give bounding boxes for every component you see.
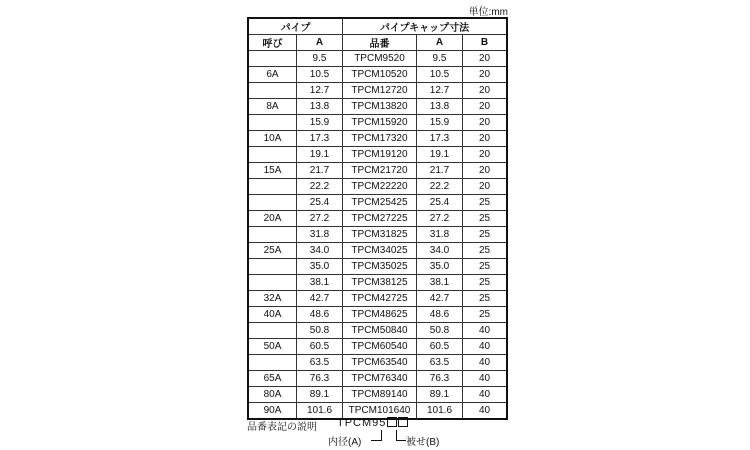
cell-part-number: TPCM63540 <box>343 355 417 371</box>
table-row <box>248 99 507 115</box>
cell-cap-b: 20 <box>463 147 508 163</box>
table-row <box>248 115 507 131</box>
header-cap: パイプキャップ寸法 <box>343 18 508 35</box>
leader-line-b <box>396 430 397 440</box>
cell-nominal <box>248 355 297 371</box>
cell-cap-a: 13.8 <box>417 99 463 115</box>
cell-nominal <box>248 259 297 275</box>
header-cap-a: A <box>417 35 463 51</box>
cell-pipe-a: 60.5 <box>297 339 343 355</box>
legend-title: 品番表記の説明 <box>247 422 317 433</box>
cell-part-number: TPCM12720 <box>343 83 417 99</box>
cell-cap-a: 50.8 <box>417 323 463 339</box>
cell-part-number: TPCM34025 <box>343 243 417 259</box>
cell-cap-a: 12.7 <box>417 83 463 99</box>
cell-pipe-a: 19.1 <box>297 147 343 163</box>
cell-pipe-a: 10.5 <box>297 67 343 83</box>
cell-nominal: 25A <box>248 243 297 259</box>
cell-part-number: TPCM42725 <box>343 291 417 307</box>
cell-nominal: 40A <box>248 307 297 323</box>
header-part: 品番 <box>343 35 417 51</box>
cell-part-number: TPCM17320 <box>343 131 417 147</box>
table-row <box>248 163 507 179</box>
cell-cap-b: 25 <box>463 291 508 307</box>
cell-cap-b: 20 <box>463 51 508 67</box>
pipe-cap-table <box>247 17 508 420</box>
cell-pipe-a: 50.8 <box>297 323 343 339</box>
cell-cap-b: 40 <box>463 323 508 339</box>
table-row <box>248 131 507 147</box>
cell-part-number: TPCM27225 <box>343 211 417 227</box>
cell-pipe-a: 9.5 <box>297 51 343 67</box>
cell-pipe-a: 25.4 <box>297 195 343 211</box>
header-nominal: 呼び <box>248 35 297 51</box>
cell-cap-b: 20 <box>463 99 508 115</box>
table-row <box>248 147 507 163</box>
table-row <box>248 291 507 307</box>
cell-cap-a: 27.2 <box>417 211 463 227</box>
cell-pipe-a: 31.8 <box>297 227 343 243</box>
cell-nominal <box>248 83 297 99</box>
cell-nominal: 80A <box>248 387 297 403</box>
table-row <box>248 179 507 195</box>
table-row <box>248 259 507 275</box>
cell-pipe-a: 63.5 <box>297 355 343 371</box>
cell-pipe-a: 22.2 <box>297 179 343 195</box>
cell-part-number: TPCM76340 <box>343 371 417 387</box>
table-row <box>248 323 507 339</box>
cell-cap-b: 25 <box>463 195 508 211</box>
cell-cap-a: 17.3 <box>417 131 463 147</box>
cell-part-number: TPCM101640 <box>343 403 417 420</box>
legend-cover-label: 被せ(B) <box>406 437 440 448</box>
table-row <box>248 307 507 323</box>
cell-pipe-a: 15.9 <box>297 115 343 131</box>
cell-cap-a: 76.3 <box>417 371 463 387</box>
table-row <box>248 339 507 355</box>
cell-cap-a: 60.5 <box>417 339 463 355</box>
cell-cap-a: 10.5 <box>417 67 463 83</box>
header-pipe: パイプ <box>248 18 343 35</box>
leader-line-b-h <box>396 440 406 441</box>
unit-label: 単位:mm <box>468 7 508 18</box>
cell-part-number: TPCM21720 <box>343 163 417 179</box>
cell-pipe-a: 12.7 <box>297 83 343 99</box>
cell-cap-b: 25 <box>463 275 508 291</box>
cell-nominal <box>248 323 297 339</box>
cell-cap-a: 38.1 <box>417 275 463 291</box>
cell-nominal: 8A <box>248 99 297 115</box>
cell-cap-b: 20 <box>463 115 508 131</box>
cell-part-number: TPCM38125 <box>343 275 417 291</box>
cell-cap-b: 25 <box>463 243 508 259</box>
cell-cap-b: 40 <box>463 339 508 355</box>
cell-nominal: 65A <box>248 371 297 387</box>
cell-cap-b: 40 <box>463 403 508 420</box>
cell-nominal <box>248 275 297 291</box>
cell-part-number: TPCM31825 <box>343 227 417 243</box>
cell-cap-b: 25 <box>463 227 508 243</box>
cell-cap-a: 31.8 <box>417 227 463 243</box>
cell-cap-b: 20 <box>463 83 508 99</box>
cell-pipe-a: 38.1 <box>297 275 343 291</box>
cell-part-number: TPCM22220 <box>343 179 417 195</box>
cell-cap-a: 63.5 <box>417 355 463 371</box>
cell-nominal <box>248 147 297 163</box>
cell-nominal <box>248 195 297 211</box>
cell-part-number: TPCM10520 <box>343 67 417 83</box>
cell-cap-a: 25.4 <box>417 195 463 211</box>
table-row <box>248 227 507 243</box>
header-pipe-a: A <box>297 35 343 51</box>
cell-pipe-a: 76.3 <box>297 371 343 387</box>
header-cap-b: B <box>463 35 508 51</box>
cell-pipe-a: 101.6 <box>297 403 343 420</box>
table-row <box>248 275 507 291</box>
placeholder-box-b <box>398 417 408 427</box>
leader-line-a <box>381 430 382 440</box>
cell-nominal <box>248 227 297 243</box>
cell-pipe-a: 13.8 <box>297 99 343 115</box>
cell-cap-a: 19.1 <box>417 147 463 163</box>
cell-pipe-a: 34.0 <box>297 243 343 259</box>
cell-cap-b: 25 <box>463 259 508 275</box>
table-row <box>248 355 507 371</box>
cell-cap-a: 48.6 <box>417 307 463 323</box>
table-row <box>248 83 507 99</box>
cell-cap-b: 40 <box>463 371 508 387</box>
table-row <box>248 51 507 67</box>
cell-nominal: 50A <box>248 339 297 355</box>
cell-part-number: TPCM35025 <box>343 259 417 275</box>
cell-part-number: TPCM48625 <box>343 307 417 323</box>
cell-nominal: 10A <box>248 131 297 147</box>
cell-nominal: 20A <box>248 211 297 227</box>
cell-part-number: TPCM19120 <box>343 147 417 163</box>
cell-cap-b: 20 <box>463 131 508 147</box>
cell-pipe-a: 48.6 <box>297 307 343 323</box>
cell-cap-a: 21.7 <box>417 163 463 179</box>
cell-pipe-a: 35.0 <box>297 259 343 275</box>
cell-cap-a: 35.0 <box>417 259 463 275</box>
placeholder-box-a <box>387 417 397 427</box>
cell-cap-b: 20 <box>463 163 508 179</box>
cell-pipe-a: 42.7 <box>297 291 343 307</box>
cell-cap-a: 15.9 <box>417 115 463 131</box>
cell-cap-a: 42.7 <box>417 291 463 307</box>
cell-cap-a: 34.0 <box>417 243 463 259</box>
cell-nominal: 90A <box>248 403 297 420</box>
table-row <box>248 67 507 83</box>
cell-part-number: TPCM15920 <box>343 115 417 131</box>
cell-nominal <box>248 51 297 67</box>
cell-pipe-a: 89.1 <box>297 387 343 403</box>
cell-nominal: 32A <box>248 291 297 307</box>
cell-part-number: TPCM25425 <box>343 195 417 211</box>
legend-code-text: TPCM95 <box>337 417 387 429</box>
cell-cap-b: 40 <box>463 355 508 371</box>
cell-cap-a: 9.5 <box>417 51 463 67</box>
cell-part-number: TPCM89140 <box>343 387 417 403</box>
table-row <box>248 387 507 403</box>
cell-part-number: TPCM50840 <box>343 323 417 339</box>
cell-pipe-a: 17.3 <box>297 131 343 147</box>
cell-nominal <box>248 179 297 195</box>
cell-cap-b: 25 <box>463 211 508 227</box>
cell-pipe-a: 27.2 <box>297 211 343 227</box>
cell-nominal <box>248 115 297 131</box>
cell-cap-a: 22.2 <box>417 179 463 195</box>
table-row <box>248 243 507 259</box>
cell-cap-b: 20 <box>463 67 508 83</box>
cell-cap-a: 89.1 <box>417 387 463 403</box>
leader-line-a-h <box>371 440 382 441</box>
table-row <box>248 371 507 387</box>
legend-inner-label: 内径(A) <box>328 437 362 448</box>
cell-cap-b: 40 <box>463 387 508 403</box>
table-row <box>248 211 507 227</box>
cell-part-number: TPCM9520 <box>343 51 417 67</box>
cell-part-number: TPCM60540 <box>343 339 417 355</box>
cell-cap-b: 25 <box>463 307 508 323</box>
cell-cap-a: 101.6 <box>417 403 463 420</box>
table-row <box>248 195 507 211</box>
cell-part-number: TPCM13820 <box>343 99 417 115</box>
cell-pipe-a: 21.7 <box>297 163 343 179</box>
cell-nominal: 6A <box>248 67 297 83</box>
cell-nominal: 15A <box>248 163 297 179</box>
legend-code <box>337 417 408 429</box>
cell-cap-b: 20 <box>463 179 508 195</box>
